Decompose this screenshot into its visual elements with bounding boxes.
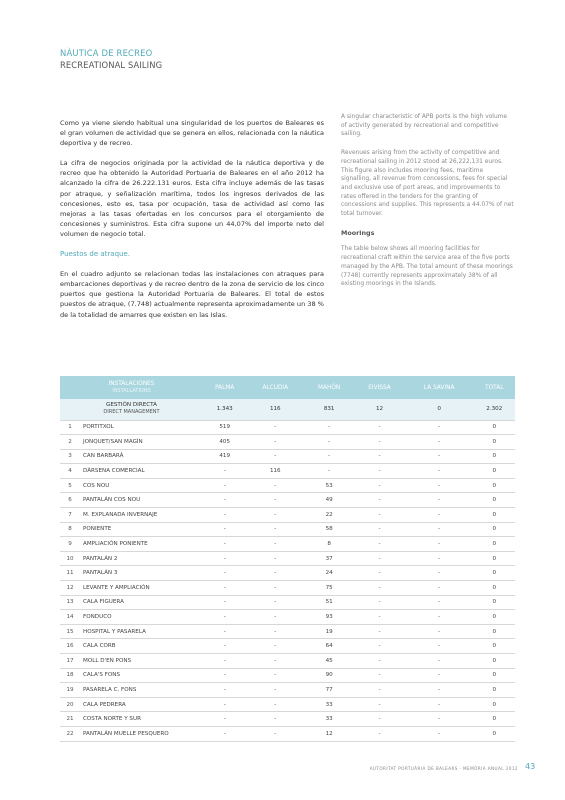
table-row	[60, 551, 515, 566]
row-cell: 8	[304, 537, 354, 552]
row-cell: 93	[304, 610, 354, 625]
table-row	[60, 610, 515, 625]
row-cell: -	[203, 639, 246, 654]
row-cell: -	[246, 595, 304, 610]
row-cell: 0	[474, 726, 515, 741]
direct-mahon: 831	[304, 399, 354, 420]
row-cell: -	[304, 464, 354, 479]
row-cell: -	[354, 449, 405, 464]
row-cell: -	[405, 654, 474, 669]
english-paragraph-2: Revenues arising from the activity of competitive and recreational sailing in 2012 stood at 26,222,131 euros. This figure also includes mooring fees, maritime signalling, all revenue from concessions, fees for special and exclusive use of port areas, and improvements to rates offered in the tenders for the granting of concessions and supplies. This represents a 44.07% of net total turnover.	[341, 150, 514, 218]
table-row	[60, 435, 515, 450]
direct-total: 2.302	[474, 399, 515, 420]
footer-text: AUTORITAT PORTUÀRIA DE BALEARS · MEMÒRIA ANUAL 2012	[369, 766, 518, 771]
row-cell: -	[203, 478, 246, 493]
row-number: 14	[60, 610, 80, 625]
header-total: TOTAL	[474, 376, 515, 399]
table-row	[60, 478, 515, 493]
row-number: 19	[60, 683, 80, 698]
row-cell: -	[405, 508, 474, 523]
row-cell: -	[354, 683, 405, 698]
row-installation-name: CALA'S FONS	[80, 668, 203, 683]
table-row	[60, 464, 515, 479]
row-cell: -	[246, 712, 304, 727]
row-cell: -	[203, 610, 246, 625]
spanish-paragraph-3: En el cuadro adjunto se relacionan todas las instalaciones con atraques para embarcaciones deportivas y de recreo dentro de la zona de servicio de los cinco puertos que gestiona la Autoridad Portuaria de Baleares. El total de estos puestos de atraque, (7.748) actualmente representa aproximadamente un 38 % de la totalidad de amarres que existen en las Islas.	[60, 270, 324, 319]
english-paragraph-1: A singular characteristic of APB ports is the high volume of activity generated by recreational and competitive sailing.	[341, 114, 508, 138]
row-installation-name: DÀRSENA COMERCIAL	[80, 464, 203, 479]
row-cell: -	[405, 668, 474, 683]
row-number: 15	[60, 624, 80, 639]
row-cell: -	[246, 668, 304, 683]
row-cell: 75	[304, 581, 354, 596]
row-cell: 0	[474, 508, 515, 523]
row-cell: -	[246, 683, 304, 698]
row-cell: 37	[304, 551, 354, 566]
row-cell: 45	[304, 654, 354, 669]
row-cell: -	[203, 712, 246, 727]
page-number: 43	[525, 762, 536, 771]
row-installation-name: CALA PEDRERA	[80, 697, 203, 712]
direct-management-label	[60, 399, 203, 420]
row-cell: -	[203, 624, 246, 639]
row-number: 20	[60, 697, 80, 712]
row-cell: 0	[474, 464, 515, 479]
table-row	[60, 537, 515, 552]
row-installation-name: CAN BARBARÀ	[80, 449, 203, 464]
table-row	[60, 493, 515, 508]
row-cell: -	[246, 566, 304, 581]
header-installations	[60, 376, 203, 399]
row-cell: 0	[474, 683, 515, 698]
spanish-paragraph-1: Como ya viene siendo habitual una singularidad de los puertos de Baleares es el gran volumen de actividad que se genera en ellos, relacionada con la náutica deportiva y de recreo.	[60, 119, 324, 148]
table-row	[60, 726, 515, 741]
row-cell: -	[354, 654, 405, 669]
row-cell: -	[246, 493, 304, 508]
row-cell: 0	[474, 712, 515, 727]
row-cell: -	[246, 537, 304, 552]
row-cell: -	[405, 493, 474, 508]
row-cell: -	[203, 551, 246, 566]
row-number: 16	[60, 639, 80, 654]
row-cell: -	[354, 566, 405, 581]
header-installations-label: INSTALACIONES	[108, 380, 155, 387]
table-row	[60, 581, 515, 596]
section-subtitle: RECREATIONAL SAILING	[60, 60, 163, 70]
row-number: 8	[60, 522, 80, 537]
row-installation-name: M. EXPLANADA INVERNAJE	[80, 508, 203, 523]
table-row	[60, 683, 515, 698]
row-installation-name: FONDUCO	[80, 610, 203, 625]
row-cell: -	[405, 522, 474, 537]
row-cell: -	[203, 726, 246, 741]
row-cell: -	[354, 726, 405, 741]
row-number: 18	[60, 668, 80, 683]
english-paragraph-3: The table below shows all mooring facilities for recreational craft within the service area of the five ports managed by the APB. The total amount of these moorings (7748) currently represents approximately 38% of all existing moorings in the Islands.	[341, 246, 513, 288]
row-installation-name: PASARELA C. FONS	[80, 683, 203, 698]
row-cell: -	[354, 464, 405, 479]
row-cell: -	[203, 668, 246, 683]
row-installation-name: JONQUET/SAN MAGÍN	[80, 435, 203, 450]
row-installation-name: HOSPITAL Y PASARELA	[80, 624, 203, 639]
row-number: 11	[60, 566, 80, 581]
row-cell: -	[246, 508, 304, 523]
row-cell: -	[246, 697, 304, 712]
row-cell: 33	[304, 712, 354, 727]
row-cell: 419	[203, 449, 246, 464]
row-cell: 51	[304, 595, 354, 610]
row-cell: -	[354, 581, 405, 596]
row-cell: 0	[474, 420, 515, 435]
row-cell: 12	[304, 726, 354, 741]
row-cell: 77	[304, 683, 354, 698]
row-cell: 0	[474, 522, 515, 537]
table-row	[60, 639, 515, 654]
row-installation-name: CALA FIGUERA	[80, 595, 203, 610]
row-cell: -	[405, 435, 474, 450]
row-cell: -	[246, 654, 304, 669]
row-cell: -	[354, 551, 405, 566]
table-row	[60, 595, 515, 610]
row-cell: 0	[474, 639, 515, 654]
row-number: 10	[60, 551, 80, 566]
row-cell: 0	[474, 566, 515, 581]
row-cell: -	[405, 610, 474, 625]
direct-management-row	[60, 399, 515, 420]
table-row	[60, 654, 515, 669]
row-cell: -	[405, 581, 474, 596]
row-cell: -	[405, 595, 474, 610]
row-cell: 0	[474, 654, 515, 669]
row-cell: 22	[304, 508, 354, 523]
row-installation-name: PANTALÁN 3	[80, 566, 203, 581]
row-cell: -	[246, 449, 304, 464]
header-mahon: MAHÓN	[304, 376, 354, 399]
table-row	[60, 566, 515, 581]
row-cell: -	[354, 712, 405, 727]
row-number: 9	[60, 537, 80, 552]
row-cell: 0	[474, 581, 515, 596]
row-number: 21	[60, 712, 80, 727]
row-cell: -	[354, 508, 405, 523]
row-cell: -	[354, 420, 405, 435]
table-row	[60, 624, 515, 639]
row-cell: -	[354, 493, 405, 508]
row-cell: 33	[304, 697, 354, 712]
row-cell: -	[354, 668, 405, 683]
row-cell: -	[203, 595, 246, 610]
row-cell: -	[203, 654, 246, 669]
row-cell: -	[203, 464, 246, 479]
spanish-column	[60, 118, 324, 330]
row-cell: -	[354, 639, 405, 654]
row-cell: 0	[474, 610, 515, 625]
row-cell: 405	[203, 435, 246, 450]
row-cell: -	[354, 624, 405, 639]
row-cell: 116	[246, 464, 304, 479]
row-cell: -	[203, 537, 246, 552]
row-cell: -	[203, 493, 246, 508]
row-cell: -	[405, 464, 474, 479]
row-cell: -	[405, 683, 474, 698]
english-heading: Moorings	[341, 228, 375, 237]
row-cell: 0	[474, 668, 515, 683]
row-installation-name: MOLL D'EN PONS	[80, 654, 203, 669]
row-cell: -	[405, 449, 474, 464]
row-number: 7	[60, 508, 80, 523]
row-cell: -	[304, 435, 354, 450]
table-row	[60, 508, 515, 523]
row-cell: 0	[474, 537, 515, 552]
row-cell: 0	[474, 697, 515, 712]
row-cell: -	[246, 551, 304, 566]
row-cell: 0	[474, 493, 515, 508]
row-cell: -	[354, 435, 405, 450]
row-cell: 64	[304, 639, 354, 654]
row-cell: -	[304, 449, 354, 464]
header-palma: PALMA	[203, 376, 246, 399]
row-number: 4	[60, 464, 80, 479]
table-row	[60, 697, 515, 712]
row-cell: 519	[203, 420, 246, 435]
row-number: 12	[60, 581, 80, 596]
row-cell: -	[405, 537, 474, 552]
row-cell: -	[405, 566, 474, 581]
row-cell: 58	[304, 522, 354, 537]
row-cell: -	[405, 420, 474, 435]
row-cell: -	[246, 610, 304, 625]
row-cell: -	[354, 697, 405, 712]
row-cell: -	[354, 595, 405, 610]
row-cell: -	[203, 522, 246, 537]
table-row	[60, 420, 515, 435]
direct-la-savina: 0	[405, 399, 474, 420]
english-column	[341, 113, 514, 299]
row-cell: -	[246, 522, 304, 537]
row-cell: -	[246, 420, 304, 435]
row-cell: 0	[474, 449, 515, 464]
row-installation-name: COSTA NORTE Y SUR	[80, 712, 203, 727]
table-header-row	[60, 376, 515, 399]
table-row	[60, 712, 515, 727]
spanish-heading: Puestos de atraque.	[60, 250, 130, 259]
row-installation-name: PORTITXOL	[80, 420, 203, 435]
row-cell: -	[354, 478, 405, 493]
header-la-savina: LA SAVINA	[405, 376, 474, 399]
row-cell: 49	[304, 493, 354, 508]
direct-palma: 1.343	[203, 399, 246, 420]
row-cell: -	[354, 522, 405, 537]
row-cell: 0	[474, 624, 515, 639]
row-installation-name: PONIENTE	[80, 522, 203, 537]
header-installations-sub: INSTALLATIONS	[112, 387, 151, 394]
row-cell: 0	[474, 478, 515, 493]
row-number: 5	[60, 478, 80, 493]
direct-sub: DIRECT MANAGEMENT	[103, 409, 160, 416]
row-cell: -	[405, 624, 474, 639]
row-cell: -	[405, 726, 474, 741]
row-number: 6	[60, 493, 80, 508]
row-cell: -	[203, 683, 246, 698]
row-cell: 0	[474, 551, 515, 566]
row-cell: -	[246, 435, 304, 450]
row-installation-name: COS NOU	[80, 478, 203, 493]
row-cell: -	[304, 420, 354, 435]
direct-alcudia: 116	[246, 399, 304, 420]
row-installation-name: PANTALÁN COS NOU	[80, 493, 203, 508]
row-installation-name: AMPLIACIÓN PONIENTE	[80, 537, 203, 552]
row-cell: -	[405, 551, 474, 566]
row-cell: -	[405, 712, 474, 727]
row-number: 2	[60, 435, 80, 450]
row-number: 1	[60, 420, 80, 435]
row-installation-name: PANTALÁN MUELLE PESQUERO	[80, 726, 203, 741]
table-row	[60, 668, 515, 683]
row-cell: -	[405, 478, 474, 493]
table-row	[60, 449, 515, 464]
row-installation-name: LEVANTE Y AMPLIACIÓN	[80, 581, 203, 596]
header-eivissa: EIVISSA	[354, 376, 405, 399]
row-cell: 90	[304, 668, 354, 683]
row-cell: -	[405, 639, 474, 654]
table-row	[60, 522, 515, 537]
spanish-paragraph-2: La cifra de negocios originada por la actividad de la náutica deportiva y de recreo que ha obtenido la Autoridad Portuaria de Baleares en el año 2012 ha alcanzado la cifra de 26.222.131 euros. Esta cifra incluye además de las tasas por atraque, y señalización marítima, todos los ingresos derivados de las concesiones, esto es, tasa por ocupación, tasa de actividad así como las mejoras a las tasas ofertadas en los concursos para el otorgamiento de concesiones y suministros. Esta cifra supone un 44,07% del importe neto del volumen de negocio total.	[60, 159, 324, 238]
direct-label: GESTIÓN DIRECTA	[106, 402, 157, 409]
row-installation-name: CALA CORB	[80, 639, 203, 654]
direct-eivissa: 12	[354, 399, 405, 420]
row-cell: -	[246, 726, 304, 741]
row-number: 3	[60, 449, 80, 464]
row-cell: -	[246, 624, 304, 639]
moorings-table	[60, 376, 515, 742]
row-number: 17	[60, 654, 80, 669]
row-cell: -	[354, 537, 405, 552]
row-cell: -	[203, 566, 246, 581]
row-cell: -	[246, 639, 304, 654]
row-cell: -	[246, 581, 304, 596]
row-cell: -	[203, 508, 246, 523]
row-number: 22	[60, 726, 80, 741]
row-installation-name: PANTALÁN 2	[80, 551, 203, 566]
row-cell: -	[203, 697, 246, 712]
header-alcudia: ALCUDIA	[246, 376, 304, 399]
row-number: 13	[60, 595, 80, 610]
row-cell: 53	[304, 478, 354, 493]
row-cell: -	[405, 697, 474, 712]
row-cell: -	[246, 478, 304, 493]
row-cell: 19	[304, 624, 354, 639]
row-cell: 0	[474, 435, 515, 450]
row-cell: 24	[304, 566, 354, 581]
row-cell: -	[354, 610, 405, 625]
row-cell: 0	[474, 595, 515, 610]
row-cell: -	[203, 581, 246, 596]
section-title: NÀUTICA DE RECREO	[60, 48, 153, 58]
